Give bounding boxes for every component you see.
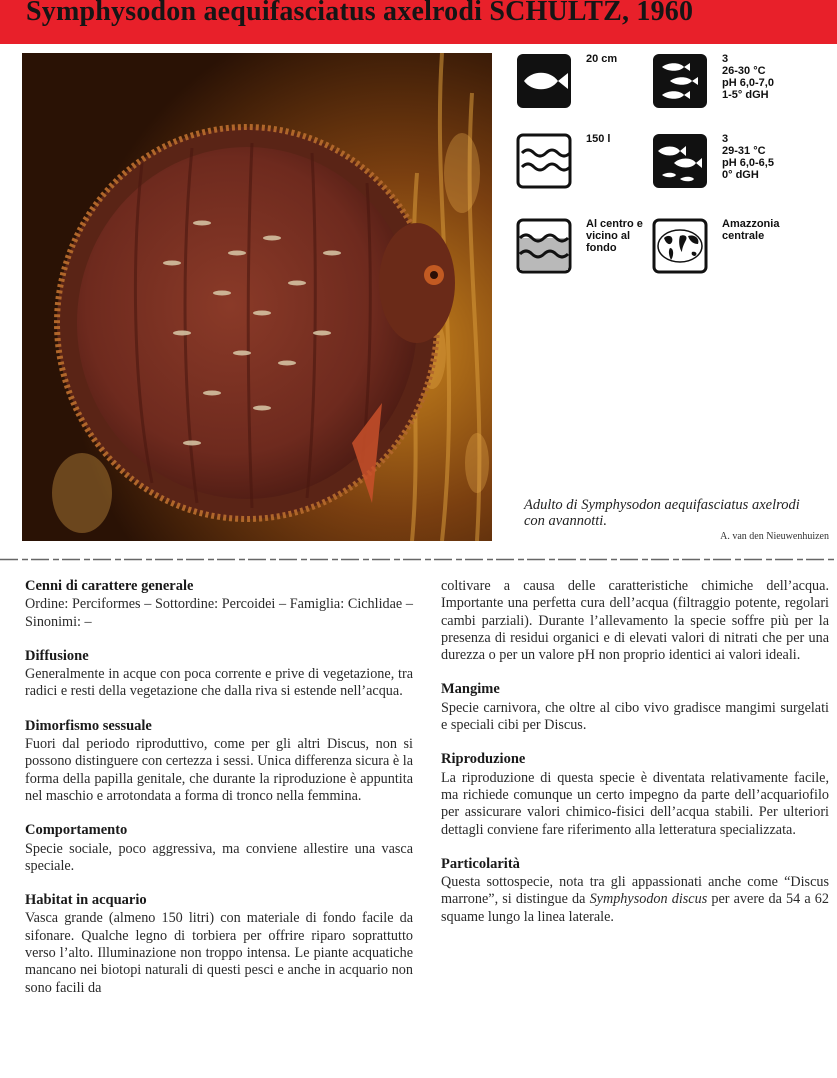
text-column-left (25, 578, 413, 997)
section-heading: Cenni di carattere generale (25, 578, 194, 594)
section-text: Ordine: Perciformes – Sottordine: Percoidei – Famiglia: Cichlidae – Sinonimi: – (25, 596, 413, 630)
section-text: Specie carnivora, che oltre al cibo vivo gradisce mangimi surgelati e speciali cibi per Discus. (441, 699, 829, 734)
breeding-fish-icon (652, 133, 708, 189)
swim-zone-icon (516, 218, 572, 274)
section-heading: Habitat in acquario (25, 892, 147, 909)
title-band (0, 0, 837, 44)
habitat-text-continued: coltivare a causa delle caratteristiche chimiche dell’acqua. Importante una perfetta cura dell’acqua (filtraggio potente, regolari cambi parziali). Durante l’allevamento la specie soffre più per la presenza di residui organici e di elevati valori di nitrati che per una durezza o per un valore pH non proprio identici ai valori ideali. (441, 578, 829, 664)
size-value: 20 cm (586, 53, 618, 65)
section-text: La riproduzione di questa specie è diventata relativamente facile, ma richiede comunque un certo impegno da parte dell’acquariofilo per assicurare valori chimico-fisici dell’acqua stabili. Per ulteriori dettagli conviene fare riferimento alla letteratura specializzata. (441, 769, 829, 838)
section-heading: Particolarità (441, 855, 520, 872)
section-text: Specie sociale, poco aggressiva, ma conviene allestire una vasca speciale. (25, 840, 413, 874)
volume-value: 150 l (586, 133, 611, 145)
world-map-icon (652, 218, 708, 274)
page-title: Symphysodon aequifasciatus axelrodi SCHULTZ, 1960 (26, 0, 694, 27)
section-heading: Mangime (441, 681, 500, 698)
breeding-values: 3 29-31 °C pH 6,0-6,5 0° dGH (722, 133, 774, 181)
section-heading: Diffusione (25, 647, 89, 664)
text-column-right (441, 578, 829, 926)
photo-credit: A. van den Nieuwenhuizen (720, 531, 829, 542)
photo-caption: Adulto di Symphysodon aequifasciatus axelrodi con avannotti. (524, 497, 800, 529)
keeping-values: 3 26-30 °C pH 6,0-7,0 1-5° dGH (722, 53, 774, 101)
fish-photo (22, 53, 492, 541)
section-text: Questa sottospecie, nota tra gli appassionati anche come “Discus marrone”, si distingue da Symphysodon discus per avere da 54 a 62 squame lungo la linea laterale. (441, 874, 829, 925)
species-name: Symphysodon discus (589, 891, 708, 908)
group-fish-icon (652, 53, 708, 109)
swim-zone-value: Al centro e vicino al fondo (586, 218, 643, 254)
fish-size-icon (516, 53, 572, 109)
section-heading: Dimorfismo sessuale (25, 717, 152, 734)
section-heading: Riproduzione (441, 751, 526, 768)
section-divider (0, 558, 837, 561)
section-text: Fuori dal periodo riproduttivo, come per gli altri Discus, non si possono distinguere con certezza i sessi. Unica differenza sicura è la forma della papilla genitale, che durante la riproduzione è appuntita nel maschio e arrotondata a forma di tronco nella femmina. (25, 736, 413, 804)
aquarium-volume-icon (516, 133, 572, 189)
section-heading: Comportamento (25, 822, 128, 839)
habitat-text-start: Vasca grande (almeno 150 litri) con materiale di fondo facile da sifonare. Qualche legno di torbiera per offrire riparo soprattutto verso l’alto. Illuminazione non troppo intensa. Le piante acquatiche mancano nei biotopi naturali di questi pesci e anche in acquario non sono facili da (25, 910, 413, 996)
section-text: Generalmente in acque con poca corrente e prive di vegetazione, tra radici e resti della vegetazione che dalla riva si estende nell’acqua. (25, 666, 413, 700)
origin-value: Amazzonia centrale (722, 218, 780, 242)
